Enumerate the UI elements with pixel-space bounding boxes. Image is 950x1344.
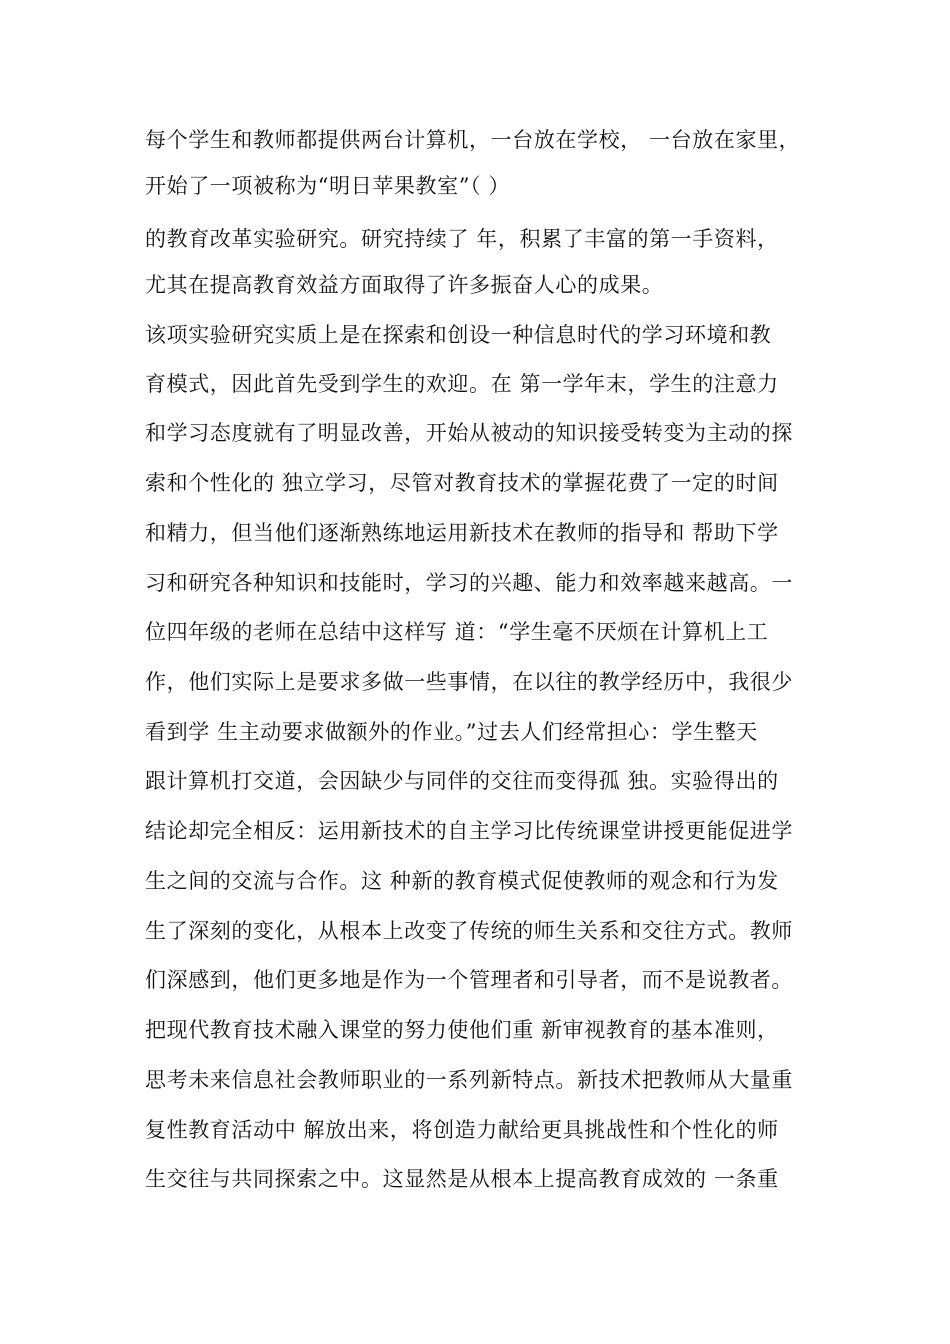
text-line-16: 生之间的交流与合作。这 种新的教育模式促使教师的观念和行为发 bbox=[145, 869, 779, 893]
text-line-6: 育模式，因此首先受到学生的欢迎。在 第一学年末，学生的注意力 bbox=[145, 372, 779, 396]
text-line-4: 尤其在提高教育效益方面取得了许多振奋人心的成果。 bbox=[145, 273, 664, 297]
text-line-21: 复性教育活动中 解放出来，将创造力献给更具挑战性和个性化的师 bbox=[145, 1118, 779, 1142]
text-line-7: 和学习态度就有了明显改善，开始从被动的知识接受转变为主动的探 bbox=[145, 421, 793, 445]
text-line-19: 把现代教育技术融入课堂的努力使他们重 新审视教育的基本准则， bbox=[145, 1018, 779, 1042]
text-line-17: 生了深刻的变化，从根本上改变了传统的师生关系和交往方式。教师 bbox=[145, 919, 793, 943]
text-line-9: 和精力，但当他们逐渐熟练地运用新技术在教师的指导和 帮助下学 bbox=[145, 521, 779, 545]
text-line-18: 们深感到，他们更多地是作为一个管理者和引导者，而不是说教者。 bbox=[145, 968, 793, 992]
text-line-20: 思考未来信息社会教师职业的一系列新特点。新技术把教师从大量重 bbox=[145, 1068, 793, 1092]
text-line-13: 看到学 生主动要求做额外的作业。”过去人们经常担心：学生整天 bbox=[145, 720, 758, 744]
text-line-1: 每个学生和教师都提供两台计算机，一台放在学校， 一台放在家里， bbox=[145, 128, 801, 152]
text-line-8: 索和个性化的 独立学习，尽管对教育技术的掌握花费了一定的时间 bbox=[145, 471, 779, 495]
text-line-10: 习和研究各种知识和技能时，学习的兴趣、能力和效率越来越高。一 bbox=[145, 571, 793, 595]
text-line-3: 的教育改革实验研究。研究持续了 年，积累了丰富的第一手资料， bbox=[145, 227, 779, 251]
text-line-11: 位四年级的老师在总结中这样写 道：“学生毫不厌烦在计算机上工 bbox=[145, 620, 769, 644]
text-line-5: 该项实验研究实质上是在探索和创设一种信息时代的学习环境和教 bbox=[145, 323, 772, 347]
text-line-12: 作，他们实际上是要求多做一些事情，在以往的教学经历中，我很少 bbox=[145, 670, 793, 694]
text-line-15: 结论却完全相反：运用新技术的自主学习比传统课堂讲授更能促进学 bbox=[145, 819, 793, 843]
text-line-22: 生交往与共同探索之中。这显然是从根本上提高教育成效的 一条重 bbox=[145, 1167, 779, 1191]
text-line-14: 跟计算机打交道，会因缺少与同伴的交往而变得孤 独。实验得出的 bbox=[145, 769, 779, 793]
text-line-2: 开始了一项被称为“明日苹果教室”（ ） bbox=[145, 174, 511, 198]
